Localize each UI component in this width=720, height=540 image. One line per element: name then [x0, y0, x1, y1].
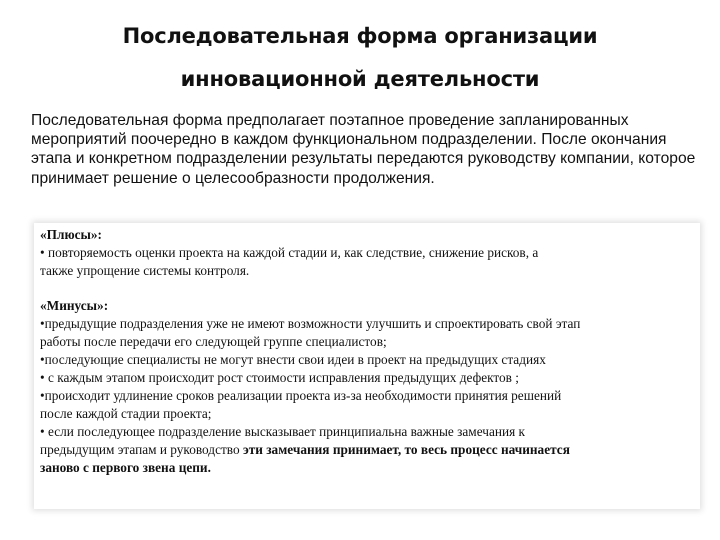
- cons-line: после каждой стадии проекта;: [40, 406, 212, 421]
- cons-final-line: заново с первого звена цепи.: [40, 460, 211, 475]
- cons-line: работы после передачи его следующей группе специалистов;: [40, 334, 387, 349]
- pros-heading: «Плюсы»:: [40, 227, 102, 242]
- cons-line-mixed: [40, 441, 700, 459]
- pros-line: • повторяемость оценки проекта на каждой стадии и, как следствие, снижение рисков, а: [40, 245, 539, 260]
- pros-line: также упрощение системы контроля.: [40, 263, 250, 278]
- cons-line: •предыдущие подразделения уже не имеют возможности улучшить и спроектировать свой этап: [40, 316, 581, 331]
- title-line-2: инновационной деятельности: [180, 67, 540, 91]
- cons-line: •последующие специалисты не могут внести свои идеи в проект на предыдущих стадиях: [40, 352, 546, 367]
- intro-paragraph: Последовательная форма предполагает поэтапное проведение запланированных мероприятий поочередно в каждом функциональном подразделении. После окончания этапа и конкретном подразделении результаты передаются руководству компании, которое принимает решение о целесообразности продолжения.: [31, 112, 696, 187]
- cons-line: • если последующее подразделение высказывает принципиальна важные замечания к: [40, 424, 525, 439]
- title-line-1: Последовательная форма организации: [122, 24, 598, 48]
- cons-line-regular-part: предыдущим этапам и руководство: [40, 442, 243, 457]
- cons-line: •происходит удлинение сроков реализации проекта из-за необходимости принятия решений: [40, 388, 562, 403]
- cons-line-bold-part: эти замечания принимает, то весь процесс начинается: [242, 442, 570, 457]
- cons-heading: «Минусы»:: [40, 298, 109, 313]
- pros-cons-text: [40, 226, 700, 477]
- cons-line: • с каждым этапом происходит рост стоимости исправления предыдущих дефектов ;: [40, 370, 519, 385]
